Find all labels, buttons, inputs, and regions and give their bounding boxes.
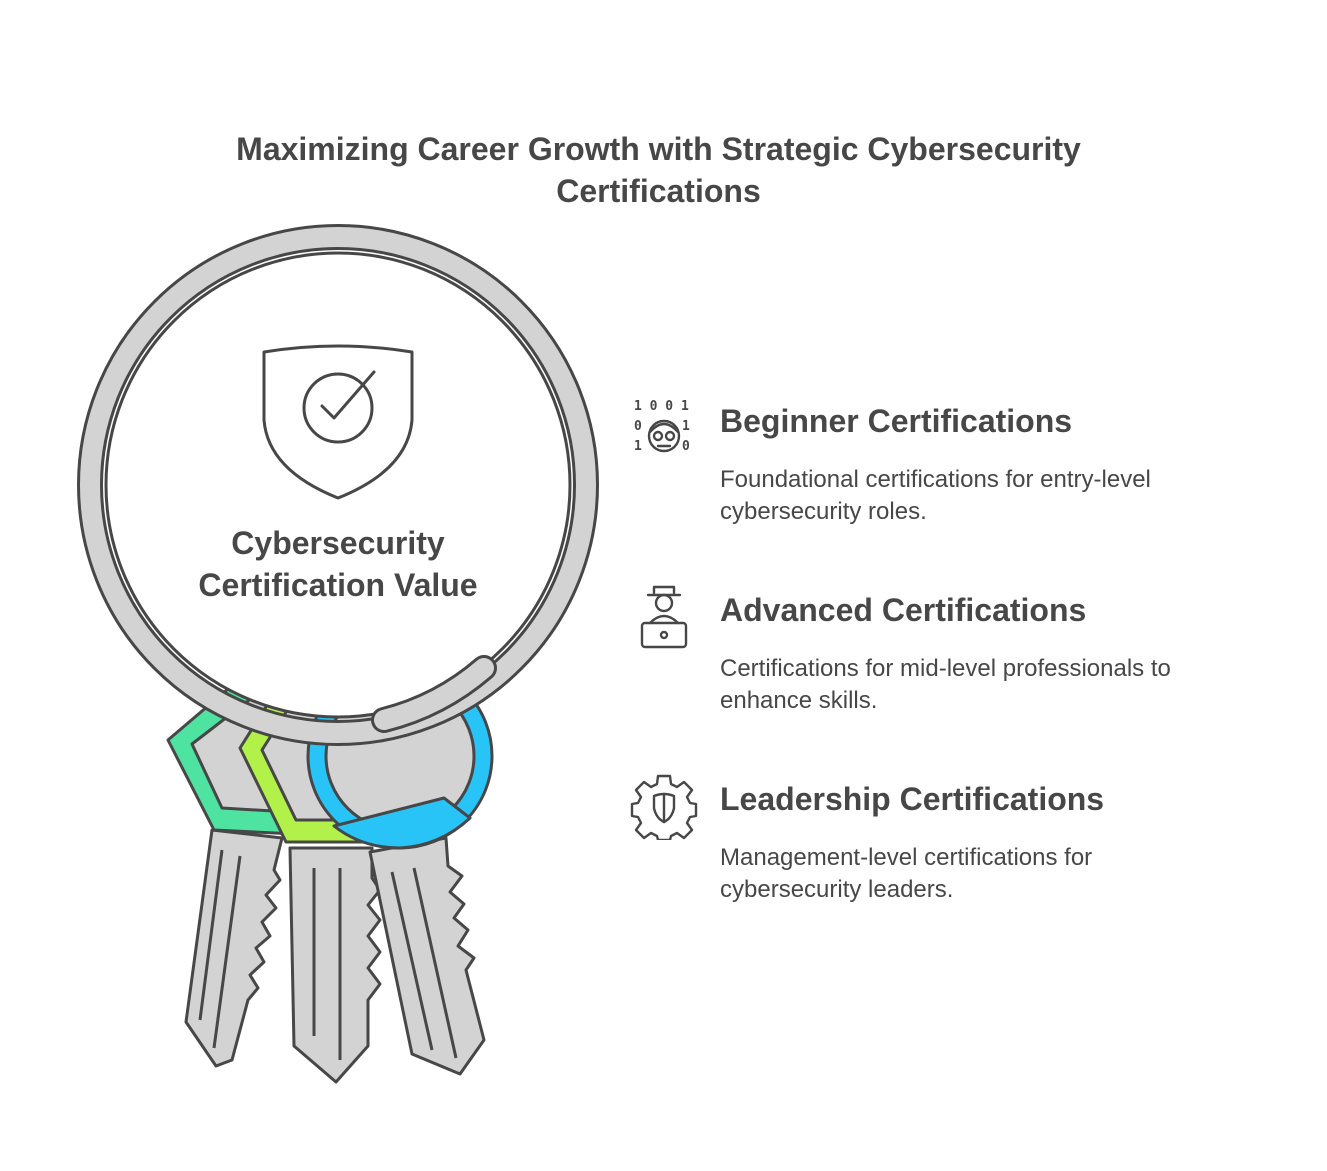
keyring-ring [90, 237, 586, 733]
center-label [150, 522, 526, 606]
gear-shield-icon [630, 772, 698, 840]
svg-text:1: 1 [634, 439, 642, 454]
key-blade-right [370, 838, 484, 1074]
item-description-line-2: cybersecurity leaders. [720, 876, 954, 903]
svg-text:1: 1 [682, 419, 690, 434]
hacker-laptop-icon [630, 583, 698, 651]
item-description [720, 653, 1260, 717]
center-label-line-2: Certification Value [198, 567, 478, 603]
key-blade-middle [290, 848, 380, 1082]
item-description-line-1: Management-level certifications for [720, 844, 1093, 871]
svg-text:0: 0 [682, 439, 690, 454]
item-description-line-1: Foundational certifications for entry-level [720, 466, 1151, 493]
binary-hacker-icon [630, 394, 698, 462]
svg-text:1 0 0 1: 1 0 0 1 [634, 399, 689, 414]
item-heading: Advanced Certifications [720, 592, 1087, 628]
key-blades [186, 830, 484, 1082]
title-line-1: Maximizing Career Growth with Strategic Cybersecurity [236, 131, 1081, 167]
key-blade-left [186, 830, 282, 1066]
item-description [720, 464, 1260, 528]
center-label-line-1: Cybersecurity [231, 525, 445, 561]
svg-text:0: 0 [634, 419, 642, 434]
item-heading: Beginner Certifications [720, 403, 1073, 439]
item-description-line-1: Certifications for mid-level professionals to [720, 655, 1171, 682]
item-heading: Leadership Certifications [720, 781, 1105, 817]
title-line-2: Certifications [556, 173, 761, 209]
item-description-line-2: enhance skills. [720, 687, 878, 714]
item-description-line-2: cybersecurity roles. [720, 498, 927, 525]
item-description [720, 842, 1260, 906]
